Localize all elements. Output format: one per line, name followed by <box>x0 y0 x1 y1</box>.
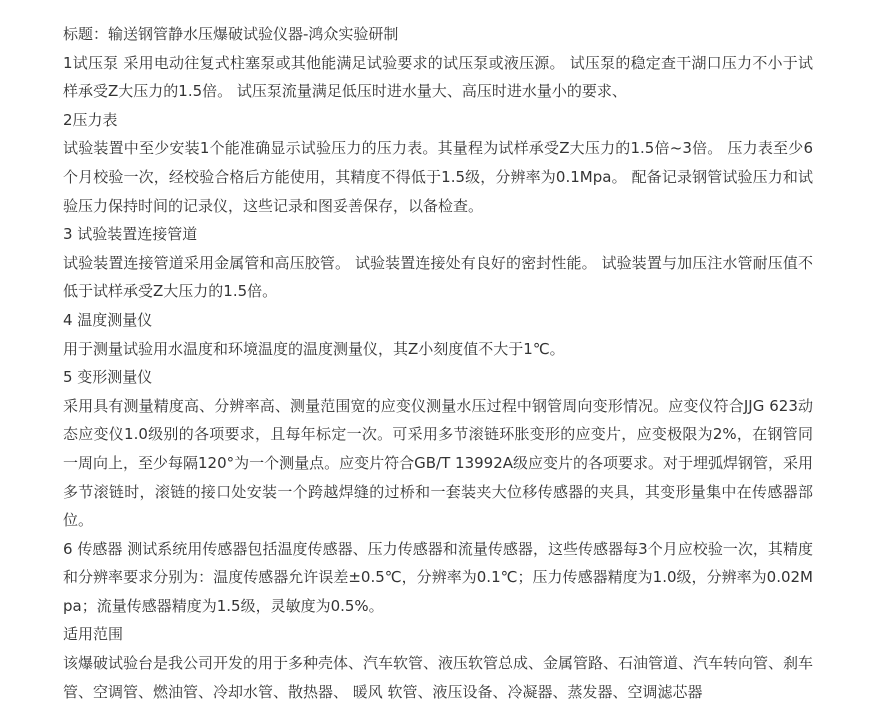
article-body <box>63 20 813 706</box>
section-5-strain-gauge: 采用具有测量精度高、分辨率高、测量范围宽的应变仪测量水压过程中钢管周向变形情况。应变仪符合JJG 623动态应变仪1.0级别的各项要求，且每年标定一次。可采用多节滚链环胀变形的应变片，应变极限为2%，在钢管同一周向上，至少每隔120°为一个测量点。应变片符合GB/T 13992A级应变片的各项要求。对于埋弧焊钢管，采用多节滚链时，滚链的接口处安装一个跨越焊缝的过桥和一套装夹大位移传感器的夹具，其变形量集中在传感器部位。 <box>63 396 814 530</box>
section-4-thermometer: 用于测量试验用水温度和环境温度的温度测量仪，其Z小刻度值不大于1℃。 <box>63 339 565 358</box>
section-3-heading: 3 试验装置连接管道 <box>63 225 198 244</box>
section-4-heading: 4 温度测量仪 <box>63 310 153 329</box>
article-title: 标题：输送钢管静水压爆破试验仪器-鸿众实验研制 <box>63 25 399 43</box>
section-5-heading: 5 变形测量仪 <box>63 368 153 387</box>
section-3-connecting-pipe: 试验装置连接管道采用金属管和高压胶管。 试验装置连接处有良好的密封性能。 试验装置与加压注水管耐压值不低于试样承受Z大压力的1.5倍。 <box>63 253 813 301</box>
section-2-pressure-gauge: 试验装置中至少安装1个能准确显示试验压力的压力表。其量程为试样承受Z大压力的1.5倍~3倍。 压力表至少6个月校验一次，经校验合格后方能使用，其精度不得低于1.5级，分辨率为0.1Mpa。 配备记录钢管试验压力和试验压力保持时间的记录仪，这些记录和图妥善保存，以备检查。 <box>63 139 813 215</box>
section-1-pump: 1试压泵 采用电动往复式柱塞泵或其他能满足试验要求的试压泵或液压源。 试压泵的稳定查干湖口压力不小于试样承受Z大压力的1.5倍。 试压泵流量满足低压时进水量大、高压时进水量小的要求、 <box>63 53 813 101</box>
section-2-heading: 2压力表 <box>63 110 118 129</box>
scope-paragraph: 该爆破试验台是我公司开发的用于多种壳体、汽车软管、液压软管总成、金属管路、石油管道、汽车转向管、刹车管、空调管、燃油管、冷却水管、散热器、 暖风 软管、液压设备、冷凝器、蒸发器、空调滤芯器 <box>63 654 814 701</box>
section-6-sensors: 6 传感器 测试系统用传感器包括温度传感器、压力传感器和流量传感器，这些传感器每3个月应校验一次，其精度和分辨率要求分别为：温度传感器允许误差±0.5℃，分辨率为0.1℃；压力传感器精度为1.0级，分辨率为0.02Mpa；流量传感器精度为1.5级，灵敏度为0.5%。 <box>63 539 813 615</box>
scope-heading: 适用范围 <box>63 625 124 644</box>
